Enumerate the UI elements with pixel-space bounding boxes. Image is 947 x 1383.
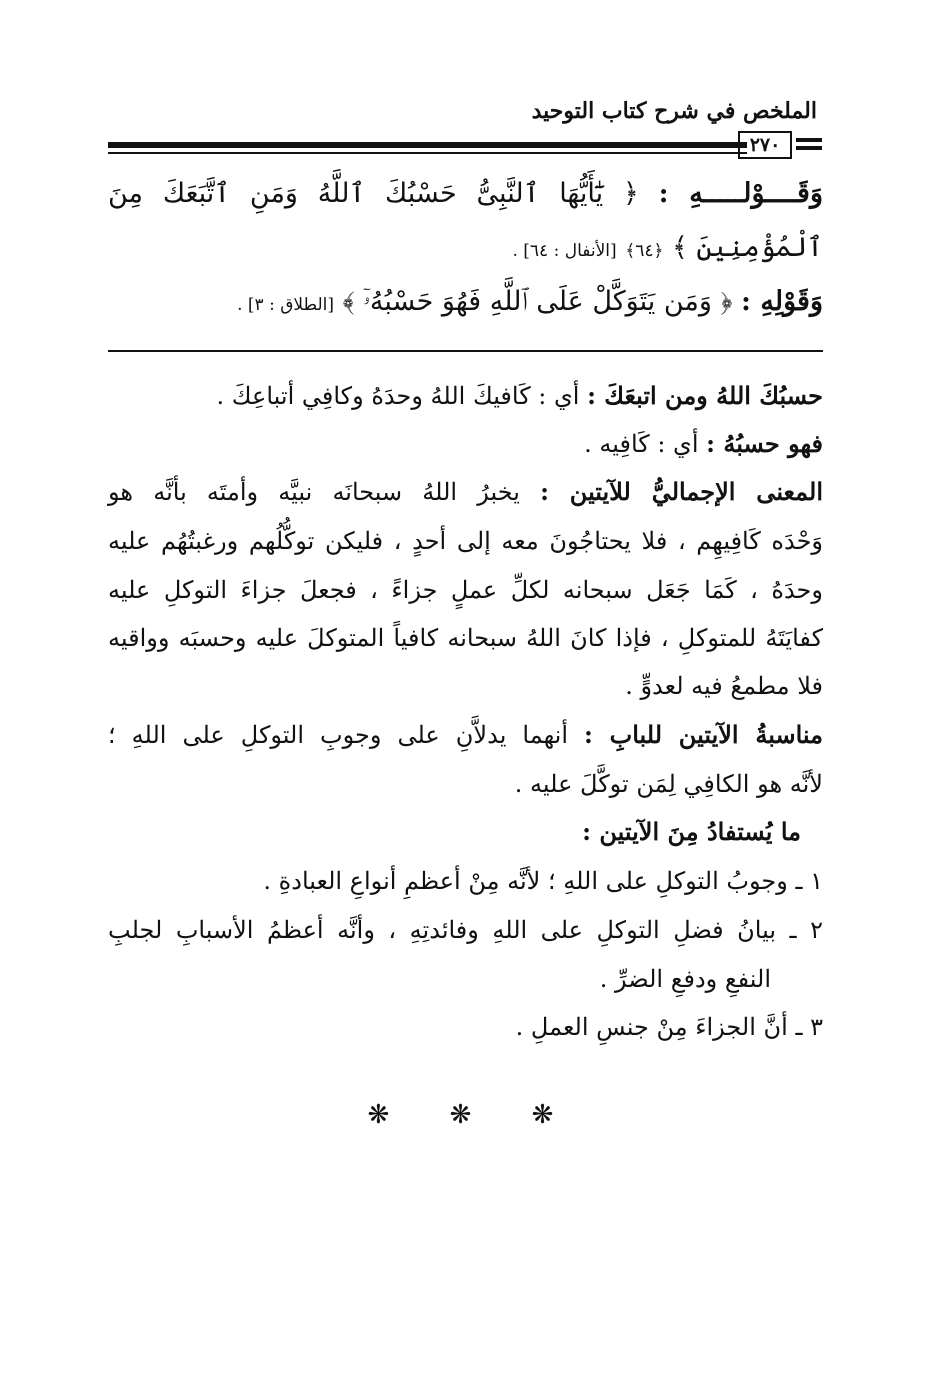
benefit-item-3 — [108, 1003, 823, 1052]
general-meaning-line-2: وَحْدَه كَافِيهِم ، فلا يحتاجُونَ معه إلى أحدٍ ، فليكن توكُّلُهم ورغبتُهُم عليه — [108, 527, 823, 555]
verse-1-text-part-1: ﴿ يَٰٓأَيُّهَا ٱلنَّبِىُّ حَسْبُكَ ٱللَّهُ وَمَنِ ٱتَّبَعَكَ مِنَ — [108, 178, 639, 209]
gloss-1-text: أي : كَافيكَ اللهُ وحدَهُ وكافِي أتباعِكَ . — [216, 382, 580, 410]
gloss-2-term: فهو حسبُهُ : — [706, 429, 823, 458]
gloss-1 — [108, 372, 823, 421]
verse-2 — [237, 276, 823, 331]
benefit-item-2-number: ٢ ـ — [789, 916, 823, 944]
gloss-2 — [108, 420, 823, 469]
general-meaning-line-1 — [108, 468, 823, 517]
verse-2-text: ﴿ وَمَن يَتَوَكَّلْ عَلَى ٱللَّهِ فَهُوَ حَسْبُهُۥٓ ﴾ — [342, 286, 733, 317]
header-rule-thin — [108, 152, 747, 154]
chapter-relevance-text-1: أنهما يدلاَّنِ على وجوبِ التوكلِ على اللهِ ؛ — [108, 721, 568, 749]
header-rule-end-a — [796, 138, 822, 142]
verse-1-reference: [الأنفال : ٦٤] . — [512, 241, 617, 261]
benefit-item-3-number: ٣ ـ — [795, 1013, 823, 1041]
section-end-stars: ❋ ❋ ❋ — [367, 1100, 580, 1130]
header-rule-thick — [108, 142, 747, 148]
verse-1-intro: وَقَــــوْلـــــهِ : — [658, 178, 823, 209]
benefit-item-3-text: أنَّ الجزاءَ مِنْ جنسِ العملِ . — [515, 1013, 788, 1041]
gloss-1-term: حسبُكَ اللهُ ومن اتبعَكَ : — [587, 381, 823, 410]
general-meaning-text-1: يخبرُ اللهُ سبحانَه نبيَّه وأمتَه بأنَّه هو — [108, 478, 520, 506]
benefit-item-1-text: وجوبُ التوكلِ على اللهِ ؛ لأنَّه مِنْ أعظمِ أنواعِ العبادةِ . — [263, 867, 788, 895]
general-meaning-line-5: فلا مطمعُ فيه لعدوٍّ . — [625, 672, 823, 700]
verse-2-intro: وَقَوْلِهِ : — [741, 286, 823, 317]
running-header-title: الملخص في شرح كتاب التوحيد — [531, 98, 817, 124]
verse-1-ayah-mark: ﴿٦٤﴾ — [625, 241, 664, 261]
benefit-item-1-number: ١ ـ — [795, 867, 823, 895]
benefit-item-2-line-2: النفعِ ودفعِ الضرِّ . — [599, 965, 771, 993]
benefits-heading — [86, 808, 801, 857]
verse-2-reference: [الطلاق : ٣] . — [237, 295, 335, 315]
header-rule-end-b — [796, 146, 822, 150]
verse-1-line-1 — [108, 168, 823, 220]
benefit-item-1 — [108, 857, 823, 906]
verse-1-line-2 — [512, 222, 823, 277]
verse-1-text-part-2: ٱلْمُؤْمِنِينَ ﴾ — [672, 232, 823, 263]
chapter-relevance-line-1 — [108, 711, 823, 760]
benefits-heading-text: ما يُستفادُ مِنَ الآيتين : — [582, 817, 801, 846]
general-meaning-line-3: وحدَهُ ، كَمَا جَعَل سبحانه لكلِّ عملٍ جزاءً ، فجعلَ جزاءَ التوكلِ عليه — [108, 576, 823, 604]
general-meaning-heading: المعنى الإجماليُّ للآيتين : — [540, 477, 823, 506]
page-number: ٢٧٠ — [738, 131, 792, 159]
chapter-relevance-line-2: لأنَّه هو الكافِي لِمَن توكَّلَ عليه . — [514, 770, 823, 798]
benefit-item-2-text-1: بيانُ فضلِ التوكلِ على اللهِ وفائدتِهِ ، وأنَّه أعظمُ الأسبابِ لجلبِ — [108, 916, 777, 944]
section-separator — [108, 350, 823, 352]
gloss-2-text: أي : كَافِيه . — [584, 430, 699, 458]
benefit-item-2-line-1 — [108, 906, 823, 955]
general-meaning-line-4: كفايَتَهُ للمتوكلِ ، فإذا كانَ اللهُ سبحانه كافياً المتوكلَ عليه وحسبَه وواقيه — [108, 624, 823, 652]
chapter-relevance-heading: مناسبةُ الآيتين للبابِ : — [584, 720, 823, 749]
